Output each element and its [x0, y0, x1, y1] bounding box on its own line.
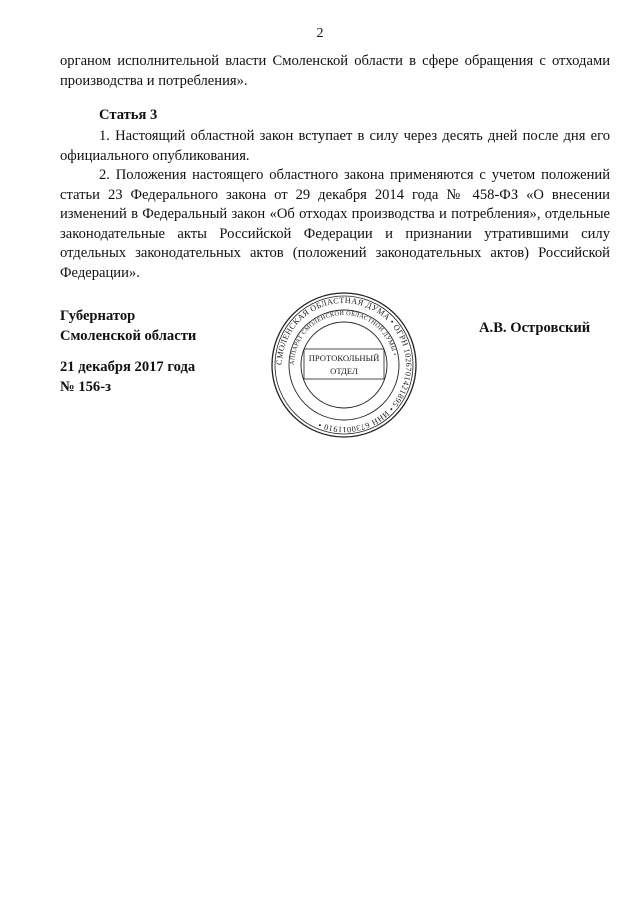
article-paragraph-1: 1. Настоящий областной закон вступает в силу через десять дней после дня его официального опубликования. [60, 128, 610, 164]
signatory-name: А.В. Островский [479, 320, 591, 336]
law-date-block [60, 358, 195, 397]
article-paragraph-2: 2. Положения настоящего областного закона применяются с учетом положений статьи 23 Федерального закона от 29 декабря 2014 года № 458-ФЗ «О внесении изменений в Федеральный закон «Об отходах производства и потребления», отдельные законодательные акты Российской Федерации и признании утратившими силу отдельных законодательных актов (положений законодательных актов) Российской Федерации». [60, 167, 610, 281]
law-number: № 156-з [60, 378, 111, 395]
official-stamp [270, 291, 418, 439]
signatory-position-line1: Губернатор [60, 308, 136, 324]
page-number: 2 [316, 26, 324, 41]
stamp-outer-text: СМОЛЕНСКАЯ ОБЛАСТНАЯ ДУМА • ОГРН 1026701421895 • ИНН 6730011910 • [274, 295, 414, 435]
article-title: Статья 3 [99, 107, 158, 123]
signatory-position [60, 307, 196, 346]
signatory-position-line2: Смоленской области [60, 327, 197, 344]
intro-paragraph: органом исполнительной власти Смоленской области в сфере обращения с отходами производства и потребления». [60, 53, 610, 89]
stamp-center-line1: ПРОТОКОЛЬНЫЙ [308, 353, 380, 363]
law-date: 21 декабря 2017 года [60, 359, 196, 375]
stamp-center-line2: ОТДЕЛ [330, 366, 358, 376]
stamp-inner-text: АППАРАТ СМОЛЕНСКОЙ ОБЛАСТНОЙ ДУМЫ • [288, 309, 399, 366]
